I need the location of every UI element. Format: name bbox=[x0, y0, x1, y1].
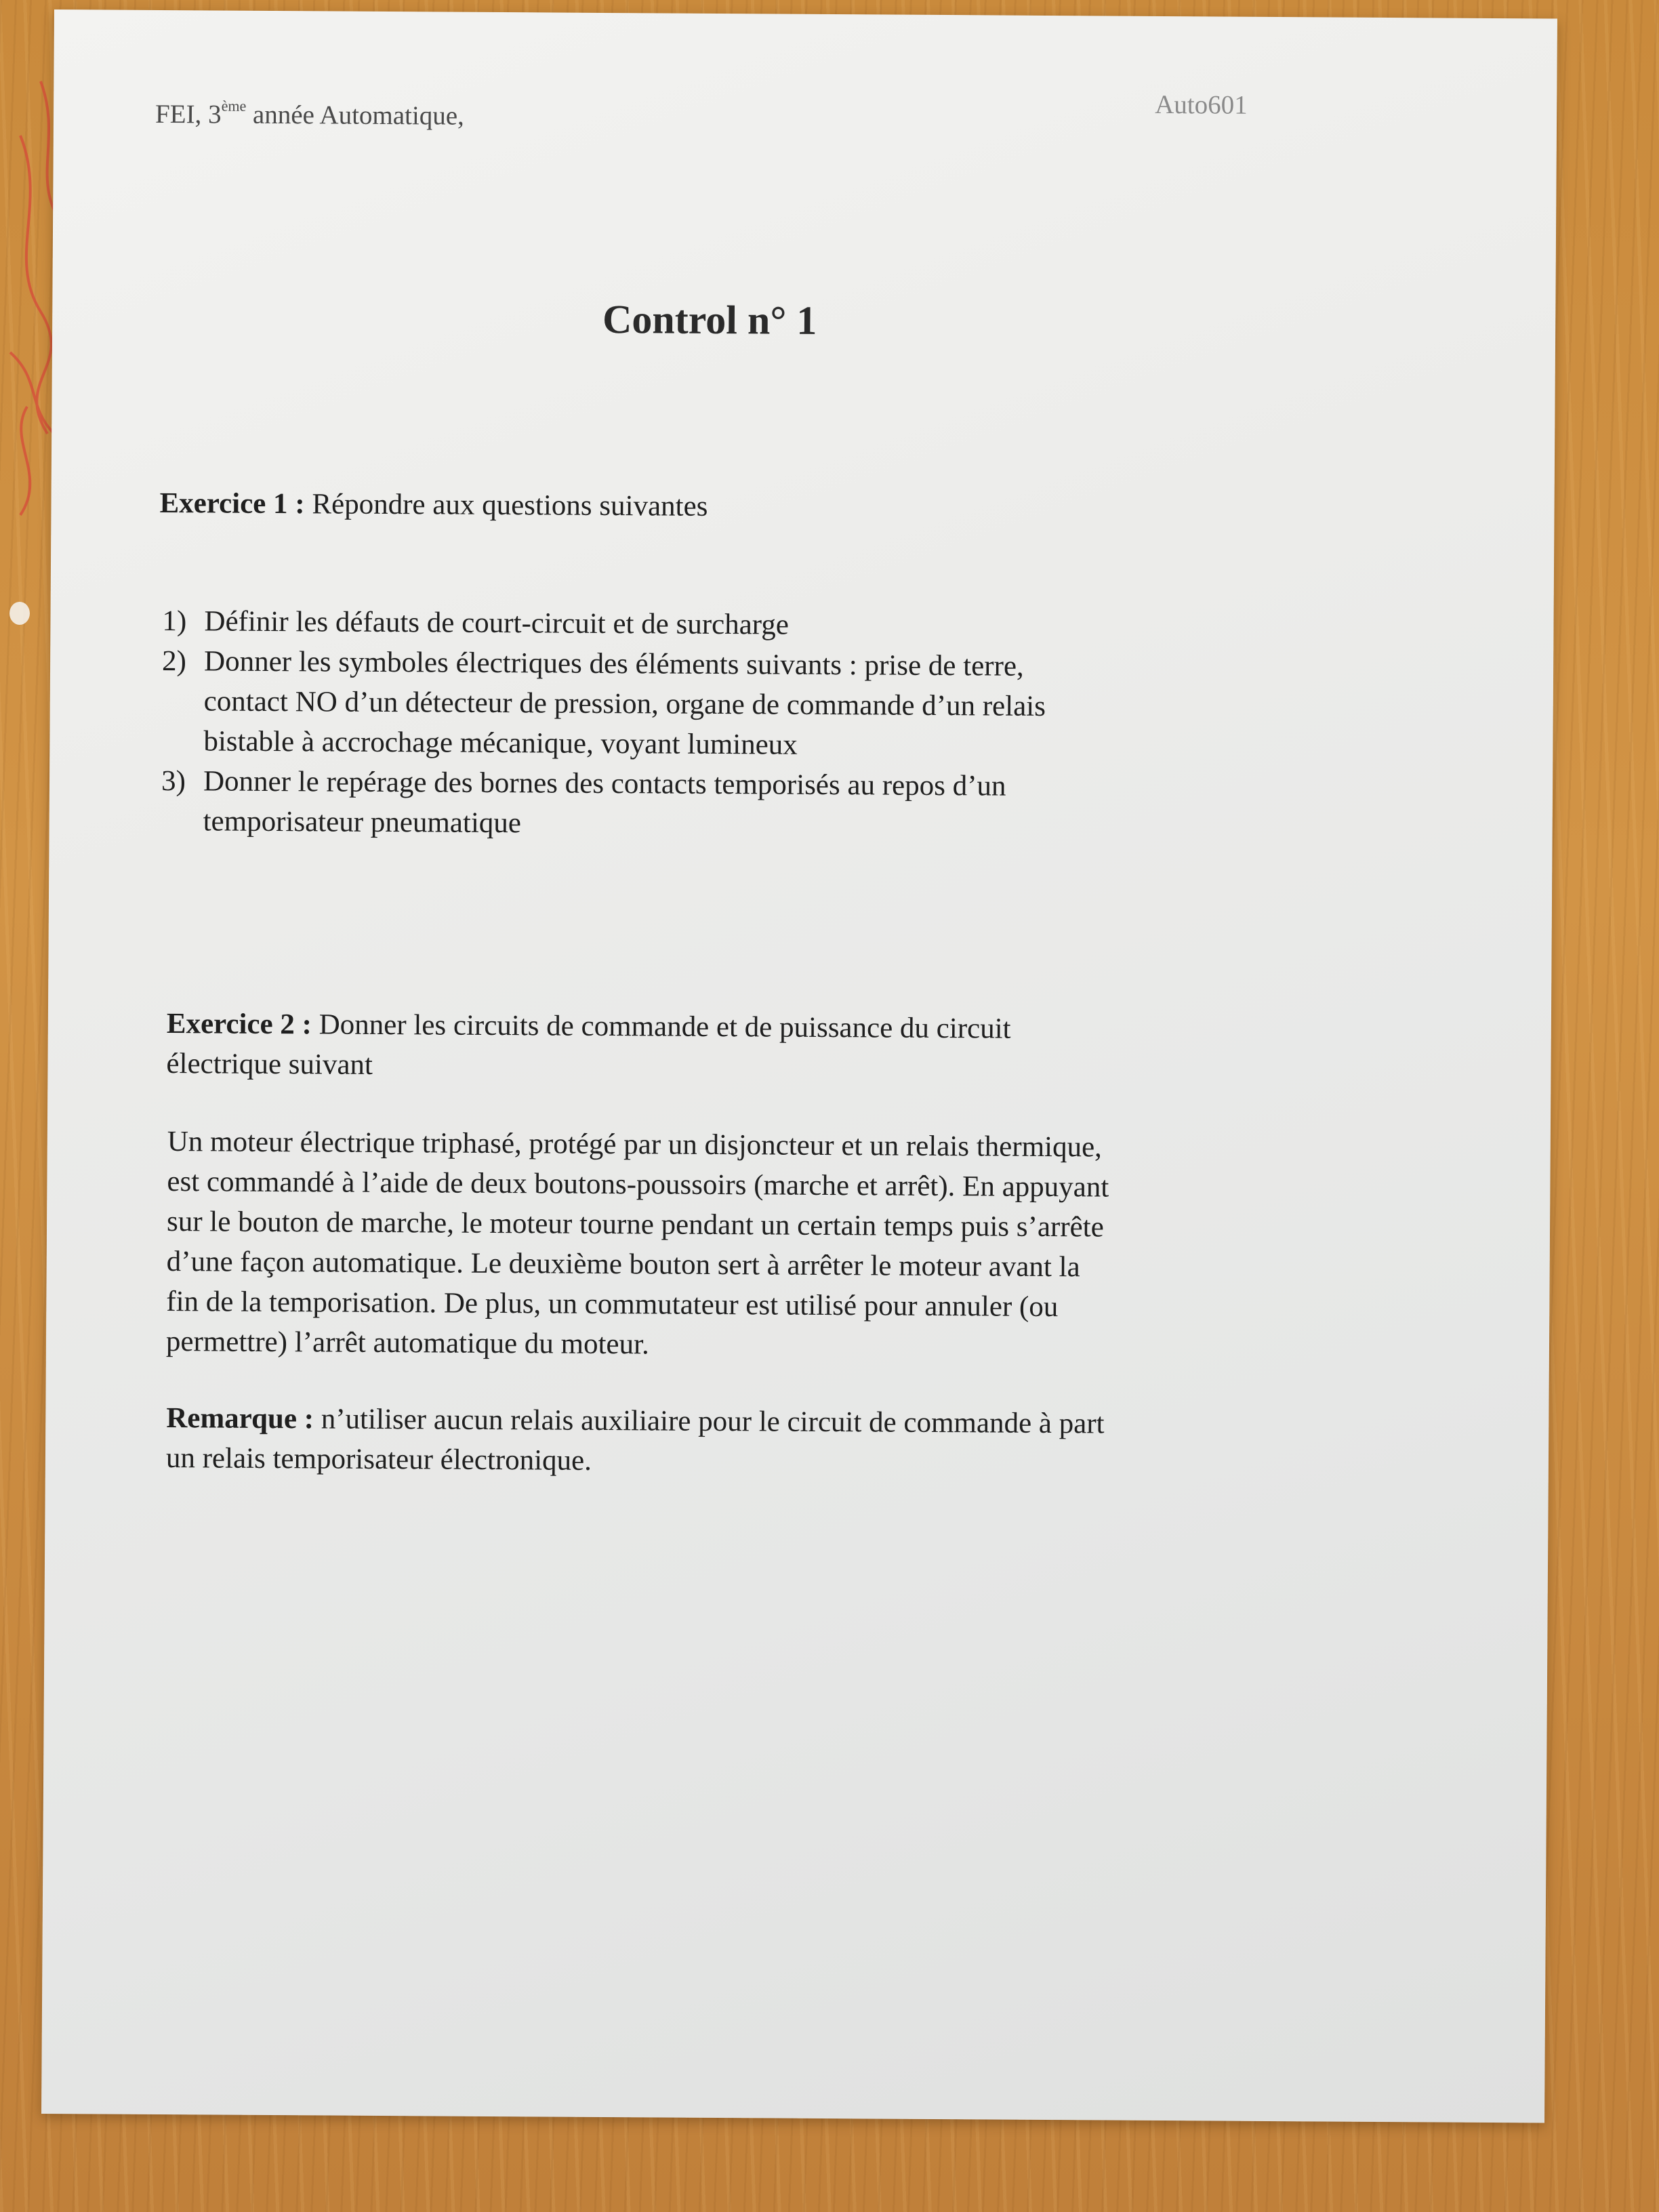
exercise-1-instruction: Répondre aux questions suivantes bbox=[304, 488, 708, 523]
question-1 bbox=[162, 601, 1246, 648]
exercise-2-heading bbox=[166, 1004, 1265, 1090]
question-line: Définir les défauts de court-circuit et de surcharge bbox=[204, 605, 790, 641]
header-prefix: FEI, 3 bbox=[155, 99, 222, 129]
question-number: 3) bbox=[161, 764, 186, 798]
question-line: temporisateur pneumatique bbox=[203, 805, 522, 840]
description-line: sur le bouton de marche, le moteur tourne pendant un certain temps puis s’arrête bbox=[166, 1206, 1104, 1244]
remark-line: un relais temporisateur électronique. bbox=[165, 1442, 592, 1477]
question-line: contact NO d’un détecteur de pression, organe de commande d’un relais bbox=[203, 685, 1046, 722]
question-line: bistable à accrochage mécanique, voyant lumineux bbox=[203, 725, 798, 761]
exercise-2-heading-line bbox=[167, 1004, 1265, 1050]
exercise-2-heading-line: électrique suivant bbox=[166, 1048, 373, 1081]
question-line: Donner le repérage des bornes des contacts temporisés au repos d’un bbox=[203, 765, 1006, 802]
exercise-2-description bbox=[166, 1122, 1286, 1368]
remark-line bbox=[166, 1398, 1284, 1445]
remark-text: n’utiliser aucun relais auxiliaire pour le circuit de commande à part bbox=[313, 1403, 1105, 1440]
exam-sheet bbox=[41, 9, 1557, 2123]
question-line: Donner les symboles électriques des éléments suivants : prise de terre, bbox=[203, 645, 1024, 682]
exercise-1-label: Exercice 1 : bbox=[159, 487, 305, 520]
paper-hole bbox=[9, 602, 30, 625]
institution-header bbox=[155, 97, 464, 131]
description-line: d’une façon automatique. Le deuxième bouton sert à arrêter le moteur avant la bbox=[166, 1246, 1080, 1284]
course-code: Auto601 bbox=[1155, 89, 1248, 120]
header-superscript: ème bbox=[221, 97, 247, 115]
exercise-1-questions bbox=[161, 601, 1247, 848]
question-2 bbox=[161, 641, 1246, 768]
exercise-2-instruction: Donner les circuits de commande et de puissance du circuit bbox=[311, 1008, 1011, 1045]
question-number: 2) bbox=[161, 644, 187, 678]
exercise-2-label: Exercice 2 : bbox=[166, 1008, 312, 1041]
remark-label: Remarque : bbox=[166, 1402, 314, 1435]
description-line: permettre) l’arrêt automatique du moteur. bbox=[165, 1326, 649, 1361]
header-suffix: année Automatique, bbox=[246, 100, 464, 131]
exercise-1-heading bbox=[159, 483, 708, 527]
remark-block bbox=[166, 1398, 1285, 1485]
description-line: Un moteur électrique triphasé, protégé par un disjoncteur et un relais thermique, bbox=[167, 1126, 1103, 1164]
question-number: 1) bbox=[162, 605, 187, 638]
question-3 bbox=[161, 761, 1246, 848]
description-line: fin de la temporisation. De plus, un commutateur est utilisé pour annuler (ou bbox=[166, 1286, 1059, 1324]
description-line: est commandé à l’aide de deux boutons-poussoirs (marche et arrêt). En appuyant bbox=[167, 1166, 1109, 1204]
page-title: Control n° 1 bbox=[602, 296, 817, 343]
